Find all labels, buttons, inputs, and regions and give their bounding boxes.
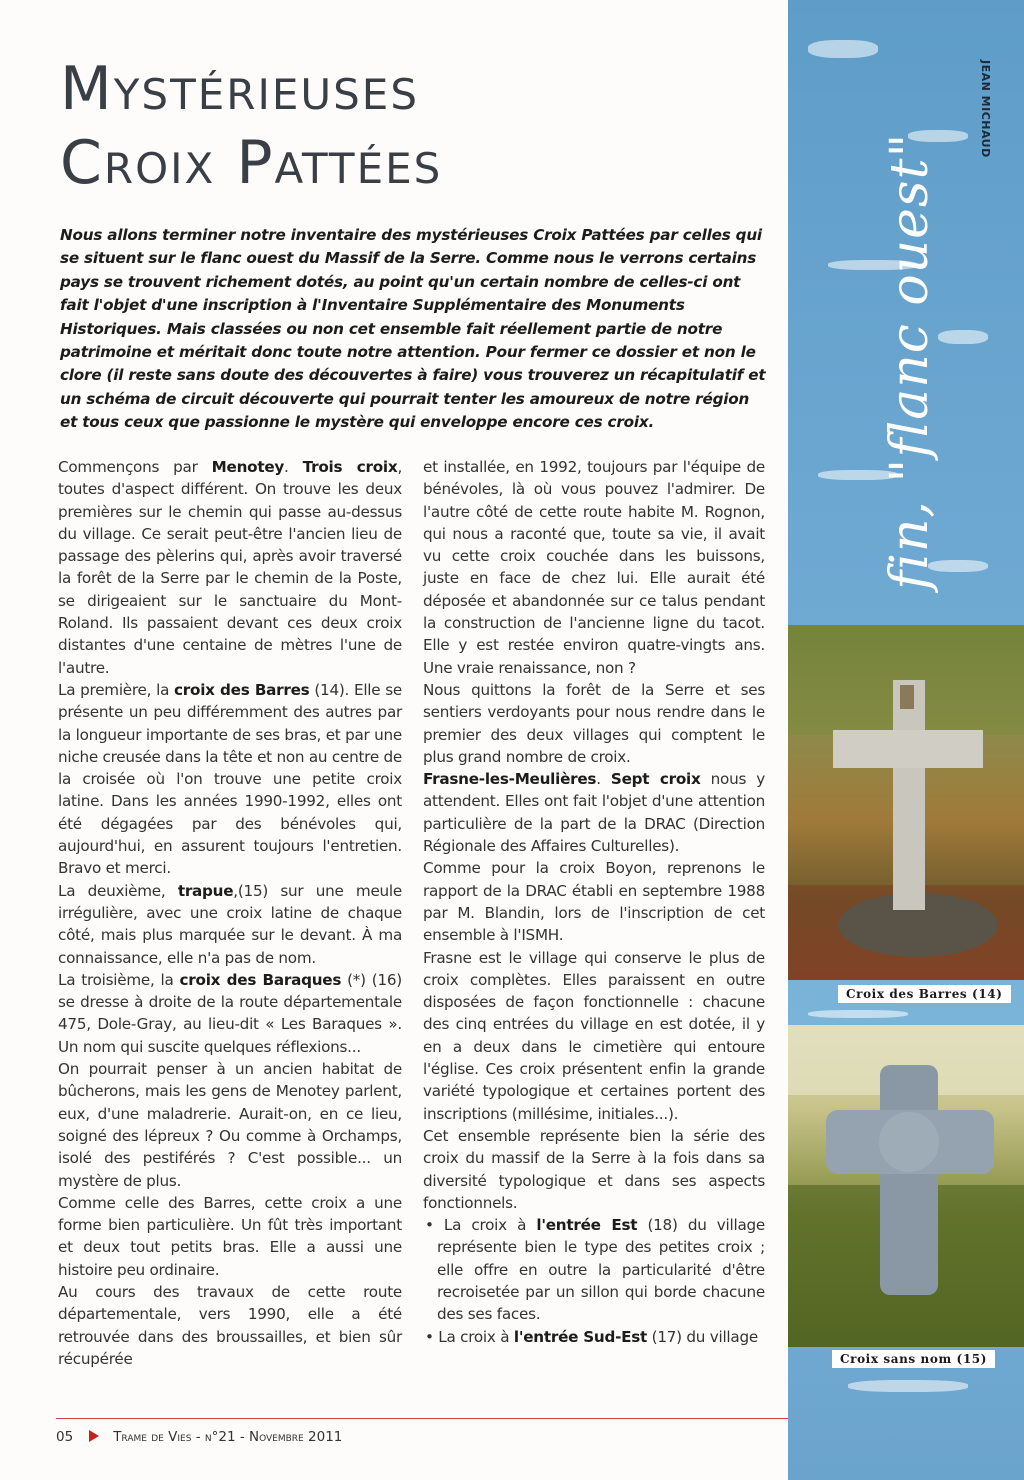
bullet-item: • La croix à l'entrée Sud-Est (17) du village: [425, 1327, 758, 1346]
intro-paragraph: Nous allons terminer notre inventaire des mystérieuses Croix Pattées par celles qui se situent sur le flanc ouest du Massif de la Serre. Comme nous le verrons certains pays se trouvent richement dotés, au point qu'un certain nombre de celles-ci ont fait l'objet d'une inscription à l'Inventaire Supplémentaire des Monuments Historiques. Mais classées ou non cet ensemble fait réellement partie de notre patrimoine et méritait donc toute notre attention. Pour fermer ce dossier et non le clore (il reste sans doute des découvertes à faire) vous trouverez un récapitulatif et un schéma de circuit découverte qui pourrait tenter les amoureux de notre région et tous ceux que passionne le mystère qui enveloppe encore ces croix.: [60, 226, 766, 432]
magazine-info: Trame de Vies - n°21 - Novembre 2011: [113, 1429, 343, 1445]
title-line-2: Croix Pattées: [60, 128, 443, 198]
paragraph: La première, la croix des Barres (14). Elle se présente un peu différemment des autres par la longueur importante de ses bras, et par une niche creusée dans la tête et non au centre de la croisée où l'on trouve une petite croix latine. Dans les années 1990-1992, elles ont été dégagées par des bénévoles qui, aujourd'hui, en assurent toujours l'entretien. Bravo et merci.: [58, 680, 402, 878]
photo-croix-des-barres: [788, 625, 1024, 980]
paragraph: On pourrait penser à un ancien habitat de bûcherons, mais les gens de Menotey parlent, eux, d'une maladrerie. Aurait-on, en ce lieu, soigné des lépreux ? Ou comme à Orchamps, isolé des pestiférés ? C'est possible... un mystère de plus.: [58, 1060, 402, 1190]
sidebar-script-title: fin, "flanc ouest": [880, 132, 940, 590]
paragraph: Commençons par Menotey. Trois croix, toutes d'aspect différent. On trouve les deux premières sur le chemin qui passe au-dessus du village. Ce serait peut-être l'ancien lieu de passage des pèlerins qui, après avoir traversé la forêt de la Serre par le chemin de la Poste, se dirigeaient sur le sanctuaire du Mont-Roland. Ils passaient devant ces deux croix distantes d'une centaine de mètres l'une de l'autre.: [58, 458, 403, 677]
text-column-2: [423, 456, 765, 1348]
paragraph: Frasne est le village qui conserve le plus de croix complètes. Elles paraissent en outre disposées de façon fonctionnelle : chacune des cinq entrées du village en est dotée, il y en a deux dans le cimetière qui entoure l'église. Ces croix présentent enfin la grande variété typologique et certaines portent des inscriptions (millésime, initiales...).: [423, 948, 765, 1123]
paragraph: Frasne-les-Meulières. Sept croix nous y attendent. Elles ont fait l'objet d'une attention particulière de la part de la DRAC (Direction Régionale des Affaires Culturelles).: [423, 770, 765, 856]
photo-caption-1: Croix des Barres (14): [838, 985, 1011, 1003]
footer-rule: [56, 1418, 788, 1419]
cross-photo-2-image: [788, 1025, 1024, 1347]
paragraph: Au cours des travaux de cette route départementale, vers 1990, elle a été retrouvée dans des broussailles, et bien sûr récupérée: [58, 1282, 402, 1368]
paragraph: La troisième, la croix des Baraques (*) (16) se dresse à droite de la route départementale 475, Dole-Gray, au lieu-dit « Les Baraques ». Un nom qui suscite quelques réflexions...: [58, 970, 402, 1056]
paragraph: Cet ensemble représente bien la série des croix du massif de la Serre à la fois dans sa diversité typologique et dans ses aspects fonctionnels.: [423, 1126, 765, 1212]
arrow-right-icon: [89, 1430, 99, 1442]
article-title: [60, 52, 442, 200]
photo-caption-2: Croix sans nom (15): [832, 1350, 995, 1368]
paragraph: Comme celle des Barres, cette croix a une forme bien particulière. Un fût très important et deux tout petits bras. Elle a aussi une histoire peu ordinaire.: [58, 1193, 402, 1279]
author-credit: JEAN MICHAUD: [979, 60, 992, 158]
paragraph: La deuxième, trapue,(15) sur une meule irrégulière, avec une croix latine de chaque côté, mais plus marquée sur le devant. À ma connaissance, elle n'a pas de nom.: [58, 881, 402, 967]
paragraph: Nous quittons la forêt de la Serre et ses sentiers verdoyants pour nous rendre dans le premier des deux villages qui comptent le plus grand nombre de croix.: [423, 680, 765, 766]
paragraph: Comme pour la croix Boyon, reprenons le rapport de la DRAC établi en septembre 1988 par M. Blandin, lors de l'inscription de cet ensemble à l'ISMH.: [423, 859, 765, 945]
text-column-1: [58, 456, 402, 1370]
title-line-1: Mystérieuses: [60, 54, 419, 124]
bullet-item: • La croix à l'entrée Est (18) du village représente bien le type des petites croix ; elle offre en outre la particularité d'être recroisetée par un sillon qui borde chacune des ses faces.: [425, 1216, 765, 1324]
paragraph: et installée, en 1992, toujours par l'équipe de bénévoles, là où vous pouvez l'admirer. De l'autre côté de cette route habite M. Rognon, qui nous a raconté que, toute sa vie, il avait vu cette croix couchée dans les buissons, juste en face de chez lui. Elle aurait été déposée et abandonnée sur ce talus pendant la construction de l'ancienne ligne du tacot. Elle y est restée environ quatre-vingts ans. Une vraie renaissance, non ?: [423, 458, 765, 677]
photo-croix-sans-nom: [788, 1025, 1024, 1347]
footer: [56, 1429, 342, 1445]
cross-photo-1-image: [788, 625, 1024, 980]
page-number: 05: [56, 1429, 74, 1445]
